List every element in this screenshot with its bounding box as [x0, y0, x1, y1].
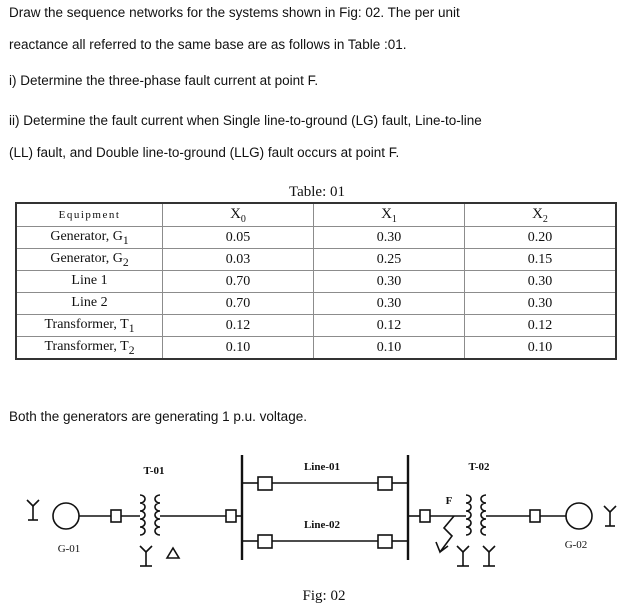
table-caption: Table: 01 [288, 184, 345, 200]
generator-g02-icon [566, 503, 592, 529]
g01-wye-ground-icon [27, 500, 39, 520]
x0-cell: 0.70 [163, 271, 314, 293]
x2-cell: 0.12 [465, 315, 616, 337]
x1-cell: 0.25 [314, 249, 465, 271]
problem-statement-line-1: Draw the sequence networks for the systems shown in Fig: 02. The per unit [9, 5, 460, 20]
table-row [17, 293, 616, 315]
x0-cell: 0.70 [163, 293, 314, 315]
t02-wye-ground-icon-2 [483, 546, 495, 566]
label-g02: G-02 [564, 539, 588, 551]
question-part-i: i) Determine the three-phase fault current at point F. [9, 73, 319, 88]
x0-cell: 0.05 [163, 227, 314, 249]
x0-cell: 0.10 [163, 337, 314, 359]
x2-cell: 0.15 [465, 249, 616, 271]
equipment-cell: Line 1 [17, 271, 163, 293]
t02-primary-coil-icon [466, 495, 471, 535]
x1-cell: 0.10 [314, 337, 465, 359]
x1-cell: 0.12 [314, 315, 465, 337]
equipment-cell: Generator, $G_1$ [17, 227, 163, 249]
header-equipment: Equipment [17, 204, 163, 227]
generator-g01-icon [53, 503, 79, 529]
table-row [17, 271, 616, 293]
t01-delta-icon [167, 548, 179, 558]
header-x0: $X_0$ [163, 204, 314, 227]
label-t01: T-01 [143, 465, 165, 477]
table-header-row [17, 204, 616, 227]
table-row [17, 337, 616, 359]
t02-secondary-coil-icon [481, 495, 486, 535]
question-part-ii-line-2: (LL) fault, and Double line-to-ground (LLG) fault occurs at point F. [9, 145, 400, 160]
equipment-cell: Generator, $G_2$ [17, 249, 163, 271]
t01-primary-coil-icon [140, 495, 145, 535]
header-x1: $X_1$ [314, 204, 465, 227]
breaker-t01-icon [226, 510, 236, 522]
label-line-02: Line-02 [303, 519, 341, 531]
fault-arrow-icon [436, 516, 454, 552]
equipment-cell: Transformer, $T_2$ [17, 337, 163, 359]
breaker-line02-right-icon [378, 535, 392, 548]
g02-wye-ground-icon [604, 506, 616, 526]
table-row [17, 227, 616, 249]
breaker-line01-left-icon [258, 477, 272, 490]
x2-cell: 0.30 [465, 293, 616, 315]
x0-cell: 0.03 [163, 249, 314, 271]
single-line-diagram [0, 440, 634, 608]
t01-secondary-coil-icon [155, 495, 160, 535]
problem-statement-line-2: reactance all referred to the same base are as follows in Table :01. [9, 37, 407, 52]
breaker-t02-icon [420, 510, 430, 522]
equipment-cell: Line 2 [17, 293, 163, 315]
x1-cell: 0.30 [314, 227, 465, 249]
breaker-line01-right-icon [378, 477, 392, 490]
equipment-cell: Transformer, $T_1$ [17, 315, 163, 337]
label-line-01: Line-01 [303, 461, 341, 473]
generator-voltage-note: Both the generators are generating 1 p.u. voltage. [9, 409, 307, 424]
x0-cell: 0.12 [163, 315, 314, 337]
figure-caption: Fig: 02 [302, 588, 346, 604]
breaker-g02-icon [530, 510, 540, 522]
t01-wye-ground-icon [140, 546, 152, 566]
question-part-ii-line-1: ii) Determine the fault current when Single line-to-ground (LG) fault, Line-to-line [9, 113, 482, 128]
x2-cell: 0.20 [465, 227, 616, 249]
table-row [17, 315, 616, 337]
table-row [17, 249, 616, 271]
x1-cell: 0.30 [314, 293, 465, 315]
label-g01: G-01 [57, 543, 81, 555]
breaker-g01-icon [111, 510, 121, 522]
label-fault-f: F [445, 495, 453, 507]
reactance-table [16, 203, 616, 359]
x1-cell: 0.30 [314, 271, 465, 293]
x2-cell: 0.30 [465, 271, 616, 293]
t02-wye-ground-icon-1 [457, 546, 469, 566]
breaker-line02-left-icon [258, 535, 272, 548]
header-x2: $X_2$ [465, 204, 616, 227]
label-t02: T-02 [468, 461, 490, 473]
x2-cell: 0.10 [465, 337, 616, 359]
